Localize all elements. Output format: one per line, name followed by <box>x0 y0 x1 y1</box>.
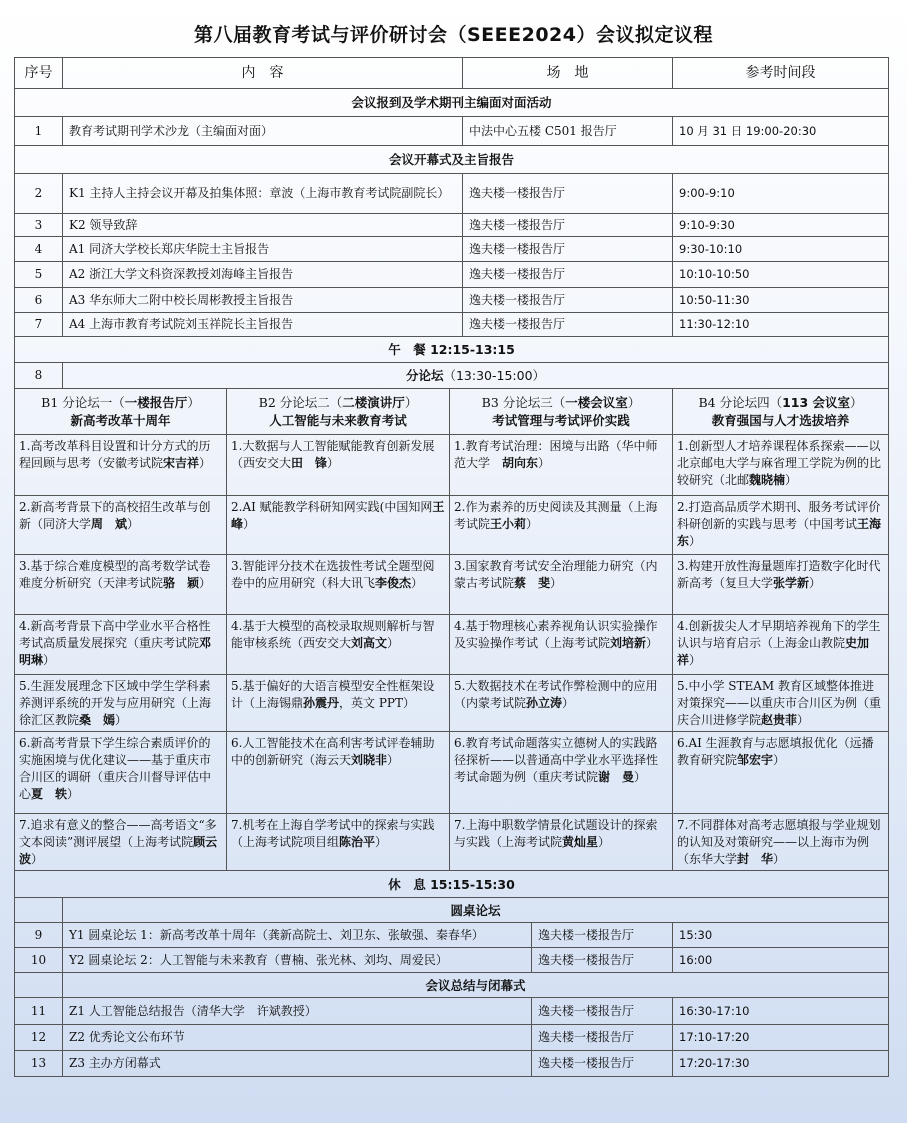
forum-room: 一楼报告厅 <box>124 394 188 410</box>
row-venue: 逸夫楼一楼报告厅 <box>532 1051 673 1077</box>
talk-title: 6.人工智能技术在高利害考试评卷辅助中的创新研究（海云天 <box>231 736 435 767</box>
talk-end: ） <box>243 517 256 531</box>
forum-head-4 <box>673 389 889 435</box>
row-time: 16:00 <box>673 948 889 973</box>
talk-speaker: 王 峰 <box>231 500 457 531</box>
blank-cell <box>15 973 63 998</box>
talk-speaker: 邓明琳 <box>19 636 212 667</box>
talk-speaker: 黄灿星 <box>562 835 599 849</box>
talk-end: ） <box>199 456 212 470</box>
forum-code: B4 分论坛四（ <box>698 394 783 410</box>
section-heading-registration: 会议报到及学术期刊主编面对面活动 <box>15 89 889 117</box>
talk-title: 2.AI 赋能教学科研知网实践(中国知网 <box>231 500 433 514</box>
row-venue: 中法中心五楼 C501 报告厅 <box>463 117 673 146</box>
row-number: 7 <box>15 313 63 337</box>
talk-title: 4.新高考背景下高中学业水平合格性考试高质量发展探究（重庆考试院 <box>19 619 211 650</box>
forum-code: B3 分论坛三（ <box>481 394 566 410</box>
talk-speaker: 陈治平 <box>339 835 376 849</box>
talk-title: 3.构建开放性海量题库打造数字化时代新高考（复旦大学 <box>677 559 881 590</box>
forum-paren: ） <box>850 394 863 410</box>
break-label: 休 息 <box>388 876 426 892</box>
forum-head-1 <box>15 389 227 435</box>
talk-title: 1.创新型人才培养课程体系探索——以北京邮电大学与麻省理工学院为例的比较研究（北邮 <box>677 439 882 487</box>
talk-speaker: 邹宏宇 <box>737 753 774 767</box>
forum-talk <box>450 675 673 732</box>
row-content: Y1 圆桌论坛 1：新高考改革十周年（龚新高院士、刘卫东、张敏强、秦春华） <box>63 923 532 948</box>
talk-speaker: 骆 颖 <box>163 576 200 590</box>
forum-paren: ） <box>404 394 418 410</box>
row-time: 10:50-11:30 <box>673 288 889 313</box>
talk-title: 5.生涯发展理念下区域中学生学科素养测评系统的开发与应用研究（上海徐汇区教院 <box>19 679 212 727</box>
page-title: 第八届教育考试与评价研讨会（SEEE2024）会议拟定议程 <box>193 24 713 46</box>
talk-title: 4.创新拔尖人才早期培养视角下的学生认识与培育启示（上海金山教院 <box>677 619 881 650</box>
talk-speaker: 张学新 <box>773 576 810 590</box>
forum-room: 113 会议室 <box>782 394 851 410</box>
talk-speaker: 孙震丹 <box>303 696 340 710</box>
forum-talk <box>15 555 227 615</box>
talk-speaker: 王小莉 <box>490 517 527 531</box>
row-number: 6 <box>15 288 63 313</box>
row-number: 3 <box>15 214 63 237</box>
forum-talk <box>450 615 673 675</box>
talk-speaker: 刘晓非 <box>351 753 388 767</box>
forum-talk <box>227 496 457 555</box>
talk-speaker: 史加祥 <box>677 636 870 667</box>
talk-title: 5.基于偏好的大语言模型安全性框架设计（上海锡鼎 <box>231 679 435 710</box>
talk-end: ） <box>411 576 424 590</box>
row-venue: 逸夫楼一楼报告厅 <box>463 174 673 214</box>
talk-speaker: 李俊杰 <box>375 576 412 590</box>
talk-title: 4.基于物理核心素养视角认识实验操作及实验操作考试（上海考试院 <box>454 619 658 650</box>
forum-talk <box>227 435 450 496</box>
talk-speaker: 刘培新 <box>610 636 647 650</box>
talk-speaker: 宋吉祥 <box>163 456 200 470</box>
forum-talk <box>673 435 889 496</box>
forum-talk <box>450 435 673 496</box>
talk-title: 1.大数据与人工智能赋能教育创新发展（西安交大 <box>231 439 435 470</box>
row-venue: 逸夫楼一楼报告厅 <box>532 923 673 948</box>
forum-paren: ） <box>627 394 641 410</box>
talk-end: ） <box>31 852 44 866</box>
talk-title: 3.智能评分技术在选拔性考试全题型阅卷中的应用研究（科大讯飞 <box>231 559 435 590</box>
talk-title: 5.大数据技术在考试作弊检测中的应用（内蒙考试院 <box>454 679 658 710</box>
forum-theme: 人工智能与未来教育考试 <box>269 412 407 428</box>
row-time: 16:30-17:10 <box>673 998 889 1025</box>
talk-speaker: 蔡 斐 <box>514 576 551 590</box>
header-venue: 场 地 <box>463 58 673 89</box>
forum-talk <box>227 555 450 615</box>
talk-end: ） <box>387 636 400 650</box>
row-time: 17:20-17:30 <box>673 1051 889 1077</box>
talk-speaker: 夏 轶 <box>31 787 68 801</box>
talk-title: 6.新高考背景下学生综合素质评价的实施困境与优化建议——基于重庆市合川区的调研（重庆合川督导评估中心 <box>19 736 212 801</box>
row-content: 教育考试期刊学术沙龙（主编面对面） <box>63 117 463 146</box>
forum-time: （13:30-15:00） <box>443 368 546 383</box>
lunch-time: 12:15-13:15 <box>430 342 515 357</box>
talk-end: ） <box>785 473 798 487</box>
talk-end: ） <box>43 653 56 667</box>
talk-end: ） <box>375 835 388 849</box>
talk-title: 2.打造高品质学术期刊、服务考试评价科研创新的实践与思考（中国考试 <box>677 500 881 531</box>
header-no: 序号 <box>15 58 63 89</box>
row-number: 1 <box>15 117 63 146</box>
talk-end: ） <box>562 696 575 710</box>
talk-speaker: 胡向东 <box>502 456 539 470</box>
row-time: 10:10-10:50 <box>673 262 889 288</box>
talk-end: ） <box>327 456 340 470</box>
talk-end: ） <box>199 576 212 590</box>
row-number: 12 <box>15 1025 63 1051</box>
forum-room: 二楼演讲厅 <box>342 394 405 410</box>
forum-talk <box>227 732 450 814</box>
row-content: Z1 人工智能总结报告（清华大学 许斌教授） <box>63 998 532 1025</box>
agenda-table <box>14 57 889 1077</box>
lunch-break <box>15 337 889 363</box>
row-content: Y2 圆桌论坛 2：人工智能与未来教育（曹楠、张光林、刘均、周爱民） <box>63 948 532 973</box>
row-time: 9:30-10:10 <box>673 237 889 262</box>
talk-end: ） <box>598 835 611 849</box>
row-venue: 逸夫楼一楼报告厅 <box>532 998 673 1025</box>
talk-speaker: 顾云波 <box>19 835 218 866</box>
talk-title: 1.教育考试治理：困境与出路（华中师范大学 <box>454 439 658 470</box>
forum-talk <box>673 615 889 675</box>
row-time: 10 月 31 日 19:00-20:30 <box>673 117 889 146</box>
talk-end: ） <box>526 517 539 531</box>
forum-theme: 新高考改革十周年 <box>70 412 171 428</box>
forum-talk <box>673 732 889 814</box>
blank-cell <box>15 898 63 923</box>
forum-code: B1 分论坛一（ <box>41 394 125 410</box>
talk-title: 6.AI 生涯教育与志愿填报优化（远播教育研究院 <box>677 736 874 767</box>
talk-speaker: 刘高文 <box>351 636 388 650</box>
forum-heading <box>63 363 889 389</box>
talk-title: 7.机考在上海自学考试中的探索与实践（上海考试院项目组 <box>231 818 435 849</box>
row-venue: 逸夫楼一楼报告厅 <box>532 948 673 973</box>
talk-title: 3.基于综合难度模型的高考数学试卷难度分析研究（天津考试院 <box>19 559 211 590</box>
row-time: 9:00-9:10 <box>673 174 889 214</box>
forum-head-3 <box>450 389 673 435</box>
forum-talk <box>450 496 673 555</box>
forum-talk <box>15 732 227 814</box>
row-venue: 逸夫楼一楼报告厅 <box>463 262 673 288</box>
row-number: 13 <box>15 1051 63 1077</box>
row-content: K2 领导致辞 <box>63 214 463 237</box>
forum-talk <box>227 675 450 732</box>
row-content: A3 华东师大二附中校长周彬教授主旨报告 <box>63 288 463 313</box>
forum-talk <box>15 435 227 496</box>
talk-end: ） <box>387 753 400 767</box>
forum-room: 一楼会议室 <box>565 394 628 410</box>
talk-end: ） <box>67 787 80 801</box>
forum-label: 分论坛 <box>405 368 444 383</box>
forum-talk <box>15 615 227 675</box>
talk-speaker: 周 斌 <box>91 517 128 531</box>
row-number: 9 <box>15 923 63 948</box>
forum-theme: 教育强国与人才选拔培养 <box>711 412 850 428</box>
row-venue: 逸夫楼一楼报告厅 <box>463 313 673 337</box>
row-number: 8 <box>15 363 63 389</box>
row-venue: 逸夫楼一楼报告厅 <box>463 288 673 313</box>
talk-end: ） <box>773 852 786 866</box>
talk-end: ，英文 PPT） <box>339 696 415 710</box>
talk-end: ） <box>809 576 822 590</box>
row-time: 9:10-9:30 <box>673 214 889 237</box>
header-content: 内 容 <box>63 58 463 89</box>
row-venue: 逸夫楼一楼报告厅 <box>463 214 673 237</box>
forum-talk <box>450 555 673 615</box>
row-time: 15:30 <box>673 923 889 948</box>
row-number: 2 <box>15 174 63 214</box>
talk-end: ） <box>538 456 551 470</box>
talk-end: ） <box>115 713 128 727</box>
header-time: 参考时间段 <box>673 58 889 89</box>
talk-title: 7.上海中职数学情景化试题设计的探索与实践（上海考试院 <box>454 818 658 849</box>
talk-end: ） <box>634 770 647 784</box>
talk-speaker: 桑 嫣 <box>79 713 116 727</box>
talk-title: 2.作为素养的历史阅读及其测量（上海考试院 <box>454 500 658 531</box>
row-content: Z3 主办方闭幕式 <box>63 1051 532 1077</box>
talk-speaker: 谢 曼 <box>598 770 635 784</box>
talk-end: ） <box>550 576 563 590</box>
row-venue: 逸夫楼一楼报告厅 <box>532 1025 673 1051</box>
forum-talk <box>227 814 450 871</box>
section-heading-opening: 会议开幕式及主旨报告 <box>15 146 889 174</box>
forum-talk <box>15 675 227 732</box>
row-time: 11:30-12:10 <box>673 313 889 337</box>
talk-title: 7.追求有意义的整合——高考语文“多文本阅读”测评展望（上海考试院 <box>19 818 217 849</box>
forum-talk <box>673 496 889 555</box>
forum-talk <box>673 675 889 732</box>
row-number: 10 <box>15 948 63 973</box>
talk-speaker: 魏晓楠 <box>749 473 786 487</box>
talk-title: 7.不同群体对高考志愿填报与学业规划的认知及对策研究——以上海市为例（东华大学 <box>677 818 881 866</box>
forum-paren: ） <box>187 394 200 410</box>
talk-end: ） <box>797 713 810 727</box>
talk-end: ） <box>689 653 702 667</box>
talk-title: 5.中小学 STEAM 教育区域整体推进对策探究——以重庆市合川区为例（重庆合川进修学院 <box>677 679 882 727</box>
talk-speaker: 孙立涛 <box>526 696 563 710</box>
row-venue: 逸夫楼一楼报告厅 <box>463 237 673 262</box>
break-time: 15:15-15:30 <box>430 876 515 892</box>
row-content: Z2 优秀论文公布环节 <box>63 1025 532 1051</box>
row-content: A2 浙江大学文科资深教授刘海峰主旨报告 <box>63 262 463 288</box>
talk-speaker: 赵贵菲 <box>761 713 798 727</box>
talk-title: 3.国家教育考试安全治理能力研究（内蒙古考试院 <box>454 559 658 590</box>
talk-end: ） <box>127 517 140 531</box>
row-content: K1 主持人主持会议开幕及拍集体照：章波（上海市教育考试院副院长） <box>63 174 463 214</box>
row-number: 4 <box>15 237 63 262</box>
forum-talk <box>15 496 227 555</box>
talk-speaker: 田 锋 <box>291 456 328 470</box>
forum-talk <box>15 814 227 871</box>
row-content: A4 上海市教育考试院刘玉祥院长主旨报告 <box>63 313 463 337</box>
talk-title: 1.高考改革科目设置和计分方式的历程回顾与思考（安徽考试院 <box>19 439 211 470</box>
forum-code: B2 分论坛二（ <box>258 394 343 410</box>
forum-talk <box>673 814 889 871</box>
talk-speaker: 封 华 <box>737 852 774 866</box>
talk-end: ） <box>773 753 786 767</box>
row-number: 5 <box>15 262 63 288</box>
forum-talk <box>673 555 889 615</box>
forum-theme: 考试管理与考试评价实践 <box>492 412 630 428</box>
section-heading-closing: 会议总结与闭幕式 <box>63 973 889 998</box>
forum-talk <box>450 814 673 871</box>
talk-title: 4.基于大模型的高校录取规则解析与智能审核系统（西安交大 <box>231 619 435 650</box>
section-heading-roundtable: 圆桌论坛 <box>63 898 889 923</box>
forum-talk <box>450 732 673 814</box>
talk-title: 2.新高考背景下的高校招生改革与创新（同济大学 <box>19 500 211 531</box>
forum-talk <box>227 615 450 675</box>
talk-end: ） <box>689 534 702 548</box>
lunch-label: 午 餐 <box>388 342 426 357</box>
talk-speaker: 王海东 <box>677 517 882 548</box>
row-content: A1 同济大学校长郑庆华院士主旨报告 <box>63 237 463 262</box>
forum-head-2 <box>227 389 450 435</box>
row-time: 17:10-17:20 <box>673 1025 889 1051</box>
talk-title: 6.教育考试命题落实立德树人的实践路径探析——以普通高中学业水平选择性考试命题为例（重庆考试院 <box>454 736 659 784</box>
afternoon-break <box>15 871 889 898</box>
talk-end: ） <box>646 636 659 650</box>
row-number: 11 <box>15 998 63 1025</box>
